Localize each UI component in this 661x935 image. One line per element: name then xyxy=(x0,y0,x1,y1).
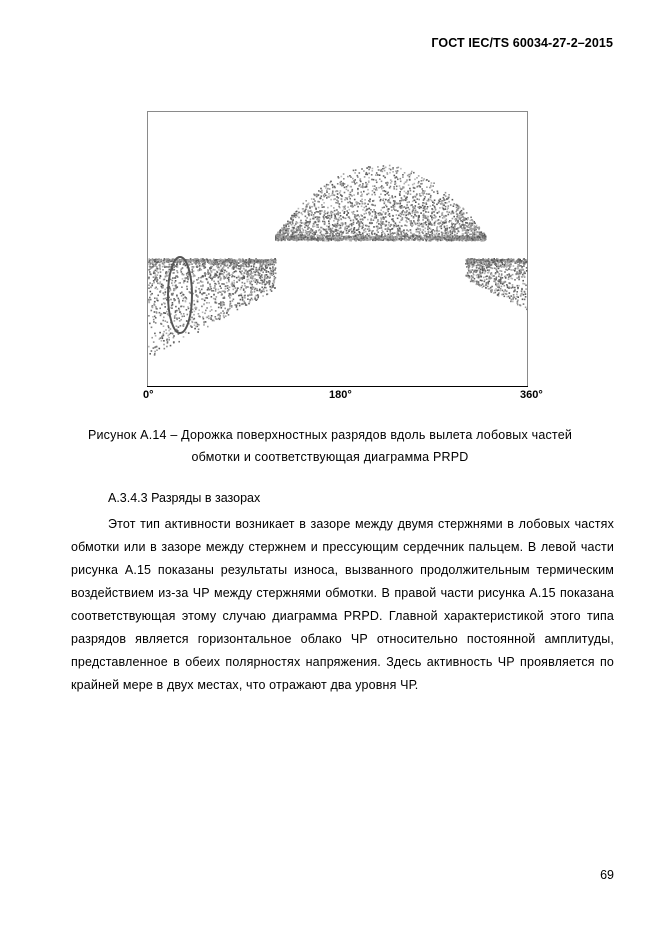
figure-caption xyxy=(70,424,590,468)
document-header: ГОСТ IEC/TS 60034-27-2–2015 xyxy=(431,36,613,50)
caption-line-2: обмотки и соответствующая диаграмма PRPD xyxy=(191,450,469,464)
prpd-figure xyxy=(147,111,528,387)
body-paragraph: Этот тип активности возникает в зазоре между двумя стержнями в лобовых частях обмотки или в зазоре между стержнем и прессующим сердечник пальцем. В левой части рисунка А.15 показаны результаты износа, вызванного продолжительным термическим воздействием из-за ЧР между стержнями обмотки. В правой части рисунка А.15 показана соответствующая этому случаю диаграмма PRPD. Главной характеристикой этого типа разрядов является горизонтальное облако ЧР относительно постоянной амплитуды, представленное в обеих полярностях напряжения. Здесь активность ЧР проявляется по крайней мере в двух местах, что отражают два уровня ЧР. xyxy=(71,517,614,692)
caption-line-1: Рисунок А.14 – Дорожка поверхностных разрядов вдоль вылета лобовых частей xyxy=(87,428,573,442)
plot-frame xyxy=(148,112,528,387)
prpd-diagram xyxy=(147,111,528,387)
x-tick-360: 360° xyxy=(520,389,543,401)
x-tick-180: 180° xyxy=(329,389,352,401)
x-tick-0: 0° xyxy=(143,389,154,401)
section-heading: А.3.4.3 Разряды в зазорах xyxy=(108,491,261,505)
page-number: 69 xyxy=(600,868,614,882)
